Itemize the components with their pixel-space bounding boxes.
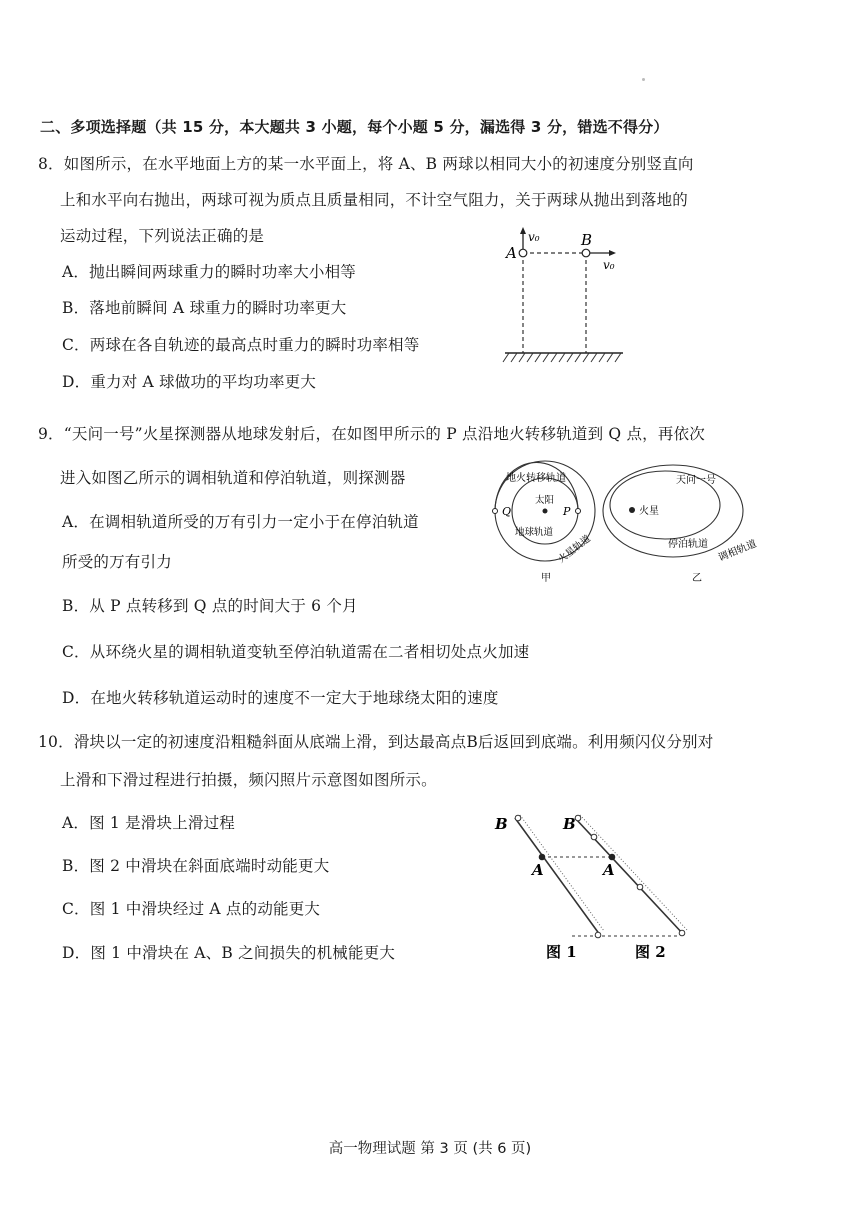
q9-option-a-line-1: A．在调相轨道所受的万有引力一定小于在停泊轨道 xyxy=(62,513,419,531)
section-title: 二、多项选择题（共 15 分，本大题共 3 小题，每个小题 5 分，漏选得 3 分，错选不得分） xyxy=(40,118,669,136)
q8-stem-line-2: 上和水平向右抛出，两球可视为质点且质量相同，不计空气阻力，关于两球从抛出到落地的 xyxy=(60,191,689,209)
incline-2-texture xyxy=(580,815,688,931)
q10-figure xyxy=(490,805,700,965)
fig2-flash-5 xyxy=(679,930,685,936)
q10-option-a: A．图 1 是滑块上滑过程 xyxy=(62,814,236,832)
q8-option-a: A．抛出瞬间两球重力的瞬时功率大小相等 xyxy=(62,263,356,281)
scan-speck xyxy=(642,78,645,81)
label-b: B xyxy=(581,231,593,249)
fig1-point-a xyxy=(539,854,545,860)
label-yi: 乙 xyxy=(692,573,702,584)
label-a-fig2: A xyxy=(603,861,615,879)
q9-stem-line-1: 9．“天问一号”火星探测器从地球发射后，在如图甲所示的 P 点沿地火转移轨道到 Q 点，再依次 xyxy=(38,425,705,443)
label-mars-orbit: 火星轨道 xyxy=(556,533,593,566)
q8-option-c: C．两球在各自轨迹的最高点时重力的瞬时功率相等 xyxy=(62,336,420,354)
fig2-point-a xyxy=(609,854,615,860)
q10-stem-line-1: 10．滑块以一定的初速度沿粗糙斜面从底端上滑，到达最高点B后返回到底端。利用频闪仪分别对 xyxy=(38,733,714,751)
q8-stem-line-3: 运动过程，下列说法正确的是 xyxy=(60,227,265,245)
label-b-fig2: B xyxy=(563,815,576,833)
label-tianwen: 天问一号 xyxy=(676,475,716,486)
q9-figure-jia xyxy=(495,455,760,595)
label-phasing-orbit: 调相轨道 xyxy=(717,538,759,564)
page-footer: 高一物理试题 第 3 页 (共 6 页) xyxy=(328,1141,532,1157)
label-b-fig1: B xyxy=(495,815,508,833)
label-transfer-orbit: 地火转移轨道 xyxy=(506,473,566,484)
label-v0-right: v₀ xyxy=(603,258,615,272)
point-q xyxy=(493,509,498,514)
label-p: P xyxy=(563,505,571,518)
q8-option-d: D．重力对 A 球做功的平均功率更大 xyxy=(62,373,317,391)
q10-stem-line-2: 上滑和下滑过程进行拍摄，频闪照片示意图如图所示。 xyxy=(60,771,437,789)
q10-option-c: C．图 1 中滑块经过 A 点的动能更大 xyxy=(62,900,321,918)
q9-stem-line-2: 进入如图乙所示的调相轨道和停泊轨道，则探测器 xyxy=(60,469,406,487)
label-fig2: 图 2 xyxy=(635,943,666,961)
mars-dot xyxy=(629,507,635,513)
q8-stem-line-1: 8．如图所示，在水平地面上方的某一水平面上，将 A、B 两球以相同大小的初速度分别竖直向 xyxy=(38,155,694,173)
q9-option-c: C．从环绕火星的调相轨道变轨至停泊轨道需在二者相切处点火加速 xyxy=(62,643,530,661)
label-a: A xyxy=(506,244,517,262)
q8-option-b: B．落地前瞬间 A 球重力的瞬时功率更大 xyxy=(62,299,347,317)
label-parking-orbit: 停泊轨道 xyxy=(668,539,708,550)
label-v0-up: v₀ xyxy=(528,230,540,244)
q9-option-d: D．在地火转移轨道运动时的速度不一定大于地球绕太阳的速度 xyxy=(62,689,499,707)
fig2-flash-4 xyxy=(637,884,643,890)
a-arrowhead xyxy=(520,227,526,234)
incline-1 xyxy=(515,818,600,935)
fig1-flash-3 xyxy=(595,932,601,938)
label-earth-orbit: 地球轨道 xyxy=(515,527,554,538)
fig1-flash-1 xyxy=(515,815,521,821)
q10-option-b: B．图 2 中滑块在斜面底端时动能更大 xyxy=(62,857,330,875)
ball-b xyxy=(582,249,590,257)
fig2-flash-1 xyxy=(575,815,581,821)
label-mars: 火星 xyxy=(639,506,659,517)
sun-dot xyxy=(543,509,548,514)
label-jia: 甲 xyxy=(541,573,551,584)
fig2-flash-2 xyxy=(591,834,597,840)
ground-hatching xyxy=(503,353,621,362)
label-q: Q xyxy=(502,505,512,518)
label-a-fig1: A xyxy=(532,861,544,879)
b-arrowhead xyxy=(609,250,616,256)
label-sun: 太阳 xyxy=(535,495,555,506)
q8-figure xyxy=(495,225,635,375)
label-fig1: 图 1 xyxy=(546,943,577,961)
q10-option-d: D．图 1 中滑块在 A、B 之间损失的机械能更大 xyxy=(62,944,396,962)
point-p xyxy=(576,509,581,514)
q9-option-b: B．从 P 点转移到 Q 点的时间大于 6 个月 xyxy=(62,597,358,615)
ball-a xyxy=(519,249,527,257)
q9-option-a-line-2: 所受的万有引力 xyxy=(62,553,172,571)
